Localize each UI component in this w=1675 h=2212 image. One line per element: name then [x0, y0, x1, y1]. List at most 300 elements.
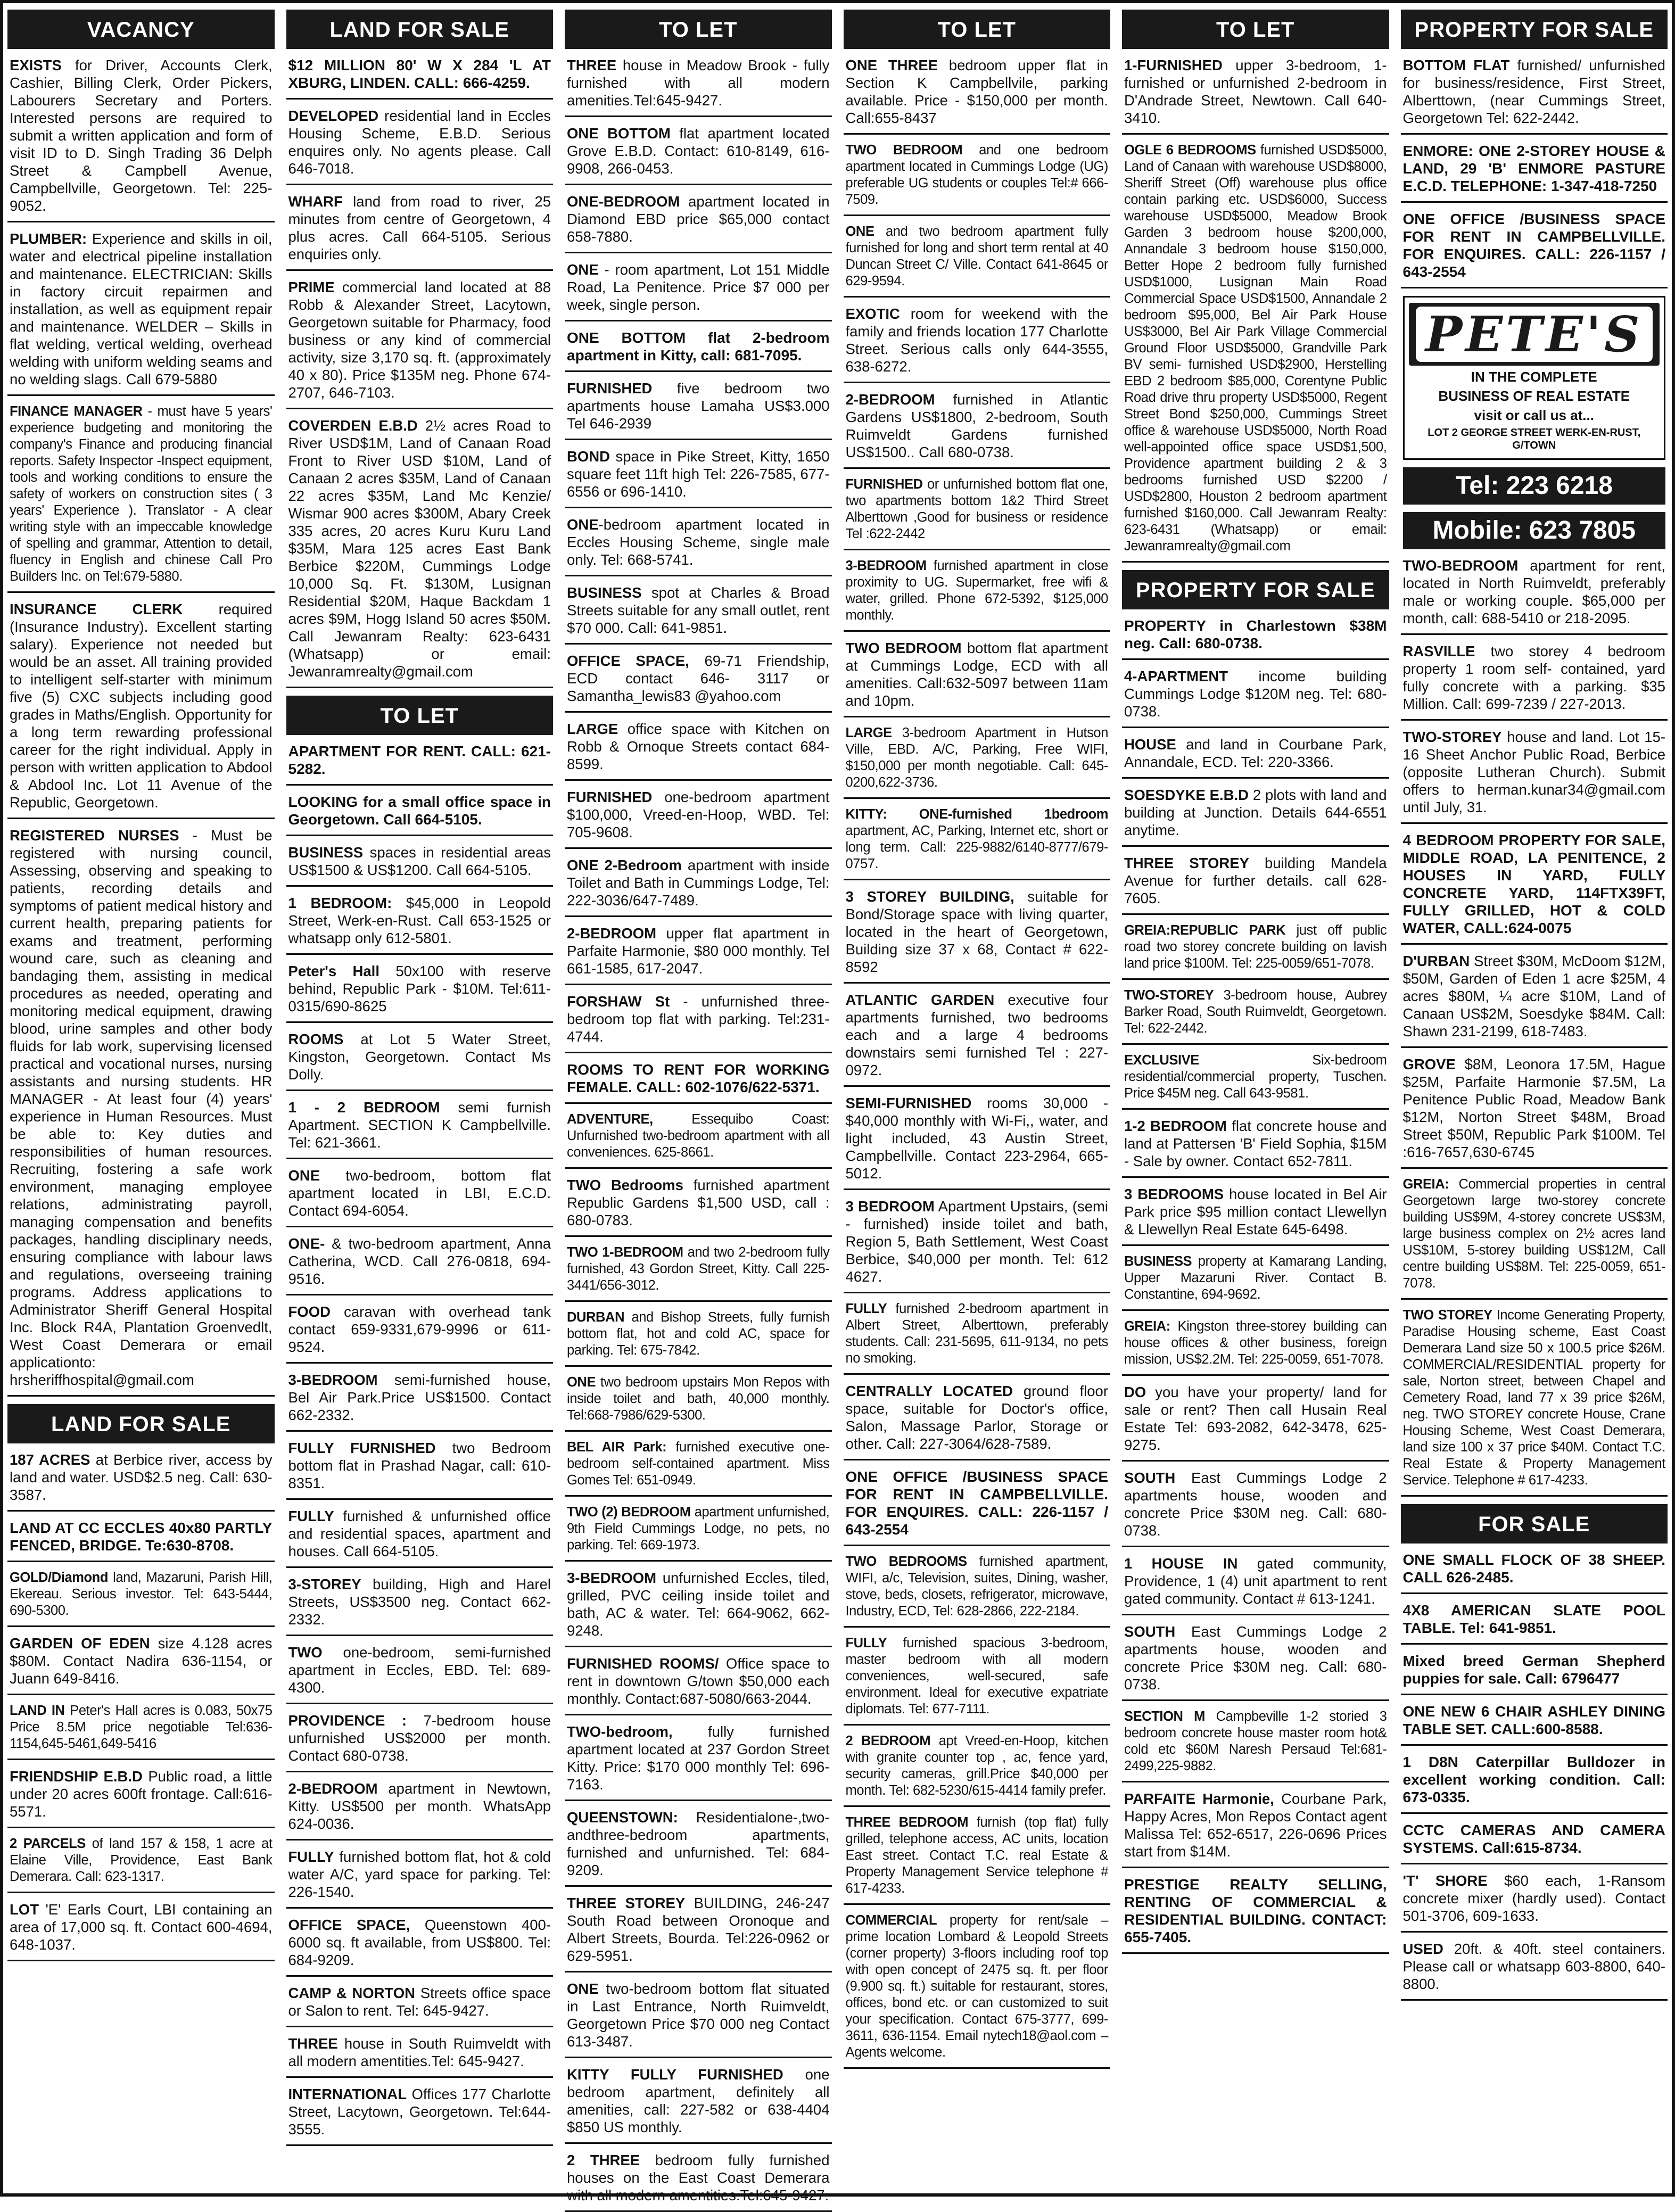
ad-headline: Mixed breed German Shepherd puppies for sale. Call: 6796477: [1402, 1653, 1665, 1687]
ad-body: East Cummings Lodge 2 apartments house, wooden and concrete Price $30M neg. Call: 680-0738.: [1124, 1470, 1387, 1539]
ad-body: spaces in residential areas US$1500 & US$1200. Call 664-5105.: [288, 844, 551, 878]
ad-headline: PRESTIGE REALTY SELLING, RENTING OF COMMERCIAL & RESIDENTIAL BUILDING. CONTACT: 655-7405.: [1124, 1876, 1387, 1945]
ad-headline: DEVELOPED: [288, 108, 379, 124]
ad-headline: TWO Bedrooms: [567, 1177, 683, 1193]
ad-headline: FURNISHED: [845, 477, 923, 492]
classified-ad: [844, 888, 1111, 984]
ad-body: 2½ acres Road to River USD$1M, Land of Canaan Road Front to River USD $10M, Land of Canaan 2 acres $35M, Land of Canaan 22 acres $35M, Land Mc Kenzie/ Wismar 900 acres $300M, Abary Creek 335 acres, 20 acres Kuru Kuru Land $35M, Mara 125 acres East Bank Berbice $220M, Cummings Lodge 10,000 Sq. Ft. $130M, Lusignan Residential $20M, Haque Backdam 1 acres $9M, Hogg Island 50 acres $50M. Call Jewanram Realty: 623-6431 (Whatsapp) or email: Jewanramrealty@gmail.com: [288, 417, 551, 680]
ad-body: - must have 5 years' experience budgeting and monitoring the company's Finance and producing financial reports. Safety Inspector -Inspect equipment, tools and working conditions to ensure the safety of workers on construction sites ( 3 years' Experience ). Translator - A clear writing style with an impeccable knowledge of spelling and grammar, Attention to detail, fluency in English and chinese Call Pro Builders Inc. on Tel:679-5880.: [10, 404, 273, 584]
ad-body: property at Kamarang Landing, Upper Mazaruni River. Contact B. Constantine, 694-9692.: [1124, 1254, 1387, 1302]
ad-headline: 'T' SHORE: [1402, 1872, 1488, 1889]
classified-ad: [286, 107, 554, 185]
ad-headline: REGISTERED NURSES: [10, 827, 179, 844]
ad-body: -bedroom apartment located in Eccles Housing Scheme, single male only. Tel: 668-5741.: [567, 516, 830, 568]
ad-body: space in Pike Street, Kitty, 1650 square feet 11ft high Tel: 226-7585, 677-6556 or 696-1410.: [567, 448, 830, 500]
advert-phone-tel: Tel: 223 6218: [1403, 467, 1666, 505]
section-heading: TO LET: [1122, 10, 1389, 49]
ad-headline: 3-BEDROOM: [845, 558, 927, 573]
section-heading: LAND FOR SALE: [286, 10, 554, 49]
ad-headline: TWO BEDROOMS: [845, 1554, 967, 1569]
advert-phone-mobile: Mobile: 623 7805: [1403, 512, 1666, 549]
ad-body: Campbeville 1-2 storied 3 bedroom concrete house master room hot& cold etc $60M Naresh Persaud Tel:681-2499,225-9882.: [1124, 1709, 1387, 1773]
classified-ad: [286, 894, 554, 955]
ad-body: size 4.128 acres $80M. Contact Nadira 636-1154, or Juann 649-8416.: [10, 1635, 273, 1687]
classified-ad: [844, 725, 1111, 799]
ad-headline: QUEENSTOWN:: [567, 1809, 678, 1826]
ad-headline: ONE-: [288, 1235, 325, 1252]
ad-body: gated community, Providence, 1 (4) unit apartment to rent gated community. Contact # 613-1241.: [1124, 1555, 1387, 1607]
ad-body: bottom flat apartment at Cummings Lodge, ECD with all amenities. Call:632-5097 between 11am and 10pm.: [845, 640, 1108, 709]
ad-body: apartment in Newtown, Kitty. US$500 per month. WhatsApp 624-0036.: [288, 1780, 551, 1832]
section-heading: TO LET: [565, 10, 832, 49]
ad-body: 3-bedroom house, Aubrey Barker Road, South Ruimveldt, Georgetown. Tel: 622-2442.: [1124, 988, 1387, 1036]
ad-headline: LAND IN: [10, 1703, 65, 1718]
ad-headline: 1 D8N Caterpillar Bulldozer in excellent working condition. Call: 673-0335.: [1402, 1754, 1665, 1805]
ad-body: two bedroom upstairs Mon Repos with inside toilet and bath, 40,000 monthly. Tel:668-7986/629-5300.: [567, 1375, 830, 1423]
ad-headline: OFFICE SPACE,: [288, 1917, 410, 1933]
ad-headline: 187 ACRES: [10, 1451, 90, 1468]
classified-ad: [565, 925, 832, 985]
ad-body: you have your property/ land for sale or rent? Then call Husain Real Estate Tel: 693-2082, 642-3478, 625-9275.: [1124, 1384, 1387, 1453]
classified-ad: [565, 1723, 832, 1801]
classified-ad: [565, 1809, 832, 1887]
ad-headline: 2-BEDROOM: [567, 925, 657, 942]
classified-ad: [286, 1303, 554, 1364]
ad-body: land, Mazaruni, Parish Hill, Ekereau. Serious investor. Tel: 643-5444, 690-5300.: [10, 1570, 273, 1618]
ad-headline: USED: [1402, 1941, 1443, 1957]
ad-body: apartment with inside Toilet and Bath in Cummings Lodge, Tel: 222-3036/647-7489.: [567, 857, 830, 909]
classified-ad: [286, 193, 554, 271]
classified-ad: [286, 1780, 554, 1840]
classified-ad: [844, 1382, 1111, 1460]
ad-headline: FORSHAW St: [567, 993, 670, 1010]
ad-headline: 3-STOREY: [288, 1576, 361, 1592]
ad-headline: 3 BEDROOMS: [1124, 1186, 1224, 1202]
classified-ad: [1401, 1821, 1668, 1864]
classified-ad: [565, 56, 832, 117]
ad-headline: SOUTH: [1124, 1623, 1176, 1640]
ad-body: and one bedroom apartment located in Cummings Lodge (UG) preferable UG students or couples Tel:# 666-7509.: [845, 143, 1108, 207]
ad-headline: ONE THREE: [845, 57, 938, 73]
ad-headline: TWO BEDROOM: [845, 143, 963, 158]
classified-ad: [565, 1374, 832, 1432]
ad-headline: GARDEN OF EDEN: [10, 1635, 150, 1652]
classified-ad: [1122, 736, 1389, 779]
ad-headline: TWO STOREY: [1402, 1308, 1492, 1323]
ad-body: 20ft. & 40ft. steel containers. Please call or whatsapp 603-8800, 640-8800.: [1402, 1941, 1665, 1992]
ad-body: apartment unfurnished, 9th Field Cummings Lodge, no pets, no parking. Tel: 669-1973.: [567, 1505, 830, 1553]
ad-headline: HOUSE: [1124, 736, 1176, 753]
ad-headline: ONE-BEDROOM: [567, 193, 680, 210]
ad-body: - room apartment, Lot 151 Middle Road, La Penitence. Price $7 000 per week, single person.: [567, 261, 830, 313]
ad-headline: ONE BOTTOM: [567, 125, 671, 142]
classified-ad: [1401, 1703, 1668, 1746]
classified-ad: [7, 827, 275, 1397]
classified-ad: [1401, 642, 1668, 721]
ad-body: Peter's Hall acres is 0.083, 50x75 Price 8.5M price negotiable Tel:636-1154,645-5461,649-5416: [10, 1703, 273, 1751]
ad-body: executive four apartments furnished, two bedrooms each and a large 4 bedrooms downstairs semi furnished Tel : 227-0972.: [845, 992, 1108, 1078]
classified-ad: [565, 856, 832, 917]
classified-ad: [1122, 617, 1389, 660]
ad-body: upper 3-bedroom, 1-furnished or unfurnished 2-bedroom in D'Andrade Street, Newtown. Call 640-3410.: [1124, 57, 1387, 126]
ad-headline: 4X8 AMERICAN SLATE POOL TABLE. Tel: 641-9851.: [1402, 1602, 1665, 1636]
classified-ad: [565, 1309, 832, 1367]
ad-body: furnish (top flat) fully grilled, telephone access, AC units, location East street. Contact T.C. real Estate & Property Management Service telephone # 617-4233.: [845, 1815, 1108, 1896]
ad-body: one-bedroom apartment $100,000, Vreed-en-Hoop, WBD. Tel: 705-9608.: [567, 789, 830, 840]
section-heading: PROPERTY FOR SALE: [1122, 570, 1389, 609]
section-heading: TO LET: [844, 10, 1111, 49]
classified-ad: [1401, 142, 1668, 203]
ad-headline: INSURANCE CLERK: [10, 601, 183, 617]
ad-body: furnished USD$5000, Land of Canaan with warehouse USD$8000, Sheriff Street (Off) warehouse plus office contain parking etc. USD$6000, Success warehouse USD$5000, Meadow Brook Garden 3 bedroom house $200,000, Annandale 3 bedroom house $150,000, Better Hope 2 bedroom fully furnished USD$1000, Lusignan Main Road Commercial Space USD$1500, Annandale 2 bedroom $95,000, Bel Air Park House US$3000, Bel Air Park Village Commercial Ground Floor USD$5000, Grandville Park BV semi- furnished USD$2900, Herstelling EBD 2 bedroom $85,000, Corentyne Public Road drive thru property USD$5000, Regent Street Bond $250,000, Cummings Street office & warehouse USD$5000, North Road well-appointed office space USD$1,500, Providence apartment building 2 & 3 bedrooms furnished USD $2200 / USD$2800, Houston 2 bedroom apartment furnished $160,000. Call Jewanram Realty: 623-6431 (Whatsapp) or email: Jewanramrealty@gmail.com: [1124, 143, 1387, 554]
classified-ad: [844, 1468, 1111, 1546]
ad-body: house located in Bel Air Park price $95 million contact Llewellyn & Llewellyn Real Estate 645-6498.: [1124, 1186, 1387, 1237]
section-heading: VACANCY: [7, 10, 275, 49]
ad-body: one-bedroom, semi-furnished apartment in Eccles, EBD. Tel: 689-4300.: [288, 1644, 551, 1696]
classified-ad: [565, 448, 832, 508]
ad-body: and two bedroom apartment fully furnished for long and short term rental at 40 Duncan Street C/ Ville. Contact 641-8645 or 629-9594.: [845, 224, 1108, 288]
ad-headline: WHARF: [288, 193, 343, 210]
ad-headline: 4 BEDROOM PROPERTY FOR SALE, MIDDLE ROAD, LA PENITENCE, 2 HOUSES IN YARD, FULLY CONCRETE YARD, 114FTX39FT, FULLY GRILLED, HOT & COLD WATER, CALL:624-0075: [1402, 832, 1665, 936]
ad-headline: SECTION M: [1124, 1709, 1205, 1724]
classified-ad: [844, 639, 1111, 717]
classified-ad: [565, 329, 832, 372]
ad-body: ground floor space, suitable for Doctor's office, Salon, Massage Parlor, Storage or other. Call: 227-3064/628-7589.: [845, 1383, 1108, 1452]
classified-ad: [1122, 1555, 1389, 1615]
ad-headline: 2-BEDROOM: [845, 391, 935, 408]
classified-ad: [565, 261, 832, 321]
section-heading: LAND FOR SALE: [7, 1404, 275, 1443]
ad-headline: GREIA:REPUBLIC PARK: [1124, 923, 1286, 938]
ad-body: furnished spacious 3-bedroom, master bedroom with all modern conveniences, well-secured, safe environment. Ideal for executive expatriate diplomats. Tel: 677-7111.: [845, 1636, 1108, 1716]
ad-body: Kingston three-storey building can house offices & other business, foreign mission, US$2.2M. Tel: 225-0059, 651-7078.: [1124, 1319, 1387, 1367]
classified-ad: [7, 1901, 275, 1961]
ad-body: furnished executive one-bedroom self-contained apartment. Miss Gomes Tel: 651-0949.: [567, 1440, 830, 1488]
classified-ad: [1122, 1790, 1389, 1868]
ad-body: Apartment Upstairs, (semi - furnished) inside toilet and bath, Region 5, Bath Settlement, West Coast Berbice, $40,000 per month. Tel: 612 4627.: [845, 1198, 1109, 1285]
ad-body: furnished & unfurnished office and residential spaces, apartment and houses. Call 664-5105.: [288, 1508, 551, 1559]
classified-ad: [286, 1099, 554, 1159]
ad-body: apt Vreed-en-Hoop, kitchen with granite counter top , ac, fence yard, security cameras, grill.Price $40,000 per month. Tel: 682-5230/615-4414 family prefer.: [845, 1734, 1108, 1798]
classified-ad: [565, 193, 832, 253]
classified-ad: [286, 1848, 554, 1909]
classified-ad: [1122, 1383, 1389, 1462]
classified-ad: [565, 788, 832, 849]
ad-headline: 3-BEDROOM: [567, 1570, 657, 1586]
ad-headline: 2-BEDROOM: [288, 1780, 378, 1797]
ad-body: one bedroom apartment, definitely all amenities, call: 227-582 or 638-4404 $850 US monthly.: [567, 2066, 830, 2135]
classified-ad: [286, 56, 554, 100]
classified-ad: [286, 417, 554, 688]
classified-ad: [1122, 56, 1389, 135]
ad-headline: RASVILLE: [1402, 643, 1475, 659]
ad-body: building, High and Harel Streets, US$3500 neg. Contact 662-2332.: [288, 1576, 551, 1628]
classified-ad: [286, 2085, 554, 2146]
ad-body: suitable for Bond/Storage space with living quarter, located in the heart of Georgetown, Building size 37 x 68, Contact # 622-8592: [845, 888, 1108, 975]
advert-text-line: BUSINESS OF REAL ESTATE: [1438, 388, 1630, 404]
ad-body: furnished apartment in close proximity to UG. Supermarket, free wifi & water, grilled. Phone 672-5392, $125,000 monthly.: [845, 558, 1108, 623]
classified-ad: [565, 1061, 832, 1104]
ad-body: upper flat apartment in Parfaite Harmonie, $80 000 monthly. Tel 661-1585, 617-2047.: [567, 925, 830, 977]
ad-body: office space with Kitchen on Robb & Ornoque Streets contact 684-8599.: [567, 721, 830, 772]
ad-headline: BUSINESS: [1124, 1254, 1192, 1269]
classified-ad: [1122, 1623, 1389, 1701]
classified-ad: [1401, 1940, 1668, 2001]
ad-body: and two 2-bedroom fully furnished, 43 Gordon Street, Kitty. Call 225- 3441/656-3012.: [567, 1245, 830, 1293]
ad-headline: GREIA:: [1124, 1319, 1170, 1334]
classified-ad: [1401, 1307, 1668, 1497]
ad-headline: TWO-BEDROOM: [1402, 557, 1519, 574]
classified-ad: [7, 230, 275, 396]
ad-headline: BUSINESS: [567, 584, 642, 601]
ad-body: building Mandela Avenue for further details. call 628-7605.: [1124, 855, 1387, 906]
company-logo-text: PETE'S: [1416, 307, 1653, 362]
ad-body: flat apartment located Grove E.B.D. Contact: 610-8149, 616-9908, 266-0453.: [567, 125, 830, 177]
classified-ad: [1122, 1052, 1389, 1110]
ad-headline: 3-BEDROOM: [288, 1372, 378, 1388]
ad-body: land from road to river, 25 minutes from centre of Georgetown, 4 plus acres. Call 664-5105. Serious enquiries only.: [288, 193, 551, 262]
ad-headline: OFFICE SPACE,: [567, 653, 689, 669]
ad-body: unfurnished Eccles, tiled, grilled, PVC ceiling inside toilet and bath, AC & water. Tel: 664-9062, 662-9248.: [567, 1570, 830, 1639]
ad-headline: PROPERTY in Charlestown $38M neg. Call: 680-0738.: [1124, 617, 1387, 651]
ad-body: - unfurnished three-bedroom top flat with parking. Tel:231-4744.: [567, 993, 830, 1045]
ad-body: house and land. Lot 15-16 Sheet Anchor Public Road, Berbice (opposite Lutheran Church). Submit offers to herman.kunar34@gmail.com until July, 31.: [1402, 729, 1665, 815]
ad-headline: APARTMENT FOR RENT. CALL: 621-5282.: [288, 743, 551, 777]
ad-headline: LOOKING for a small office space in Georgetown. Call 664-5105.: [288, 794, 551, 828]
ad-body: Residentialone-,two-andthree-bedroom apartments, furnished and unfurnished. Tel: 684-9209.: [567, 1809, 830, 1878]
ad-headline: 1 - 2 BEDROOM: [288, 1099, 440, 1116]
classified-ad: [1122, 1318, 1389, 1376]
ad-body: house in Meadow Brook - fully furnished with all modern amenities.Tel:645-9427.: [567, 57, 830, 109]
classified-ad: [844, 1301, 1111, 1375]
ad-body: Streets office space or Salon to rent. Tel: 645-9427.: [288, 1985, 551, 2019]
ad-body: required (Insurance Industry). Excellent starting salary). Experience not needed but would be an asset. All training provided to intelligent self-starter with minimum five (5) CXC subjects including good grades in Maths/English. Opportunity for a long term rewarding professional career for the right individual. Apply in person with written application to Abdool & Abdool Inc. Lot 11 Avenue of the Republic, Georgetown.: [10, 601, 273, 811]
classified-ad: [1122, 142, 1389, 563]
classified-column: [286, 10, 554, 2184]
ad-headline: SEMI-FURNISHED: [845, 1095, 972, 1111]
ad-headline: Peter's Hall: [288, 963, 379, 979]
classified-ad: [565, 1504, 832, 1562]
ad-headline: LOT: [10, 1901, 39, 1918]
classified-ad: [565, 125, 832, 185]
ad-headline: ONE 2-Bedroom: [567, 857, 682, 873]
classified-ad: [7, 1768, 275, 1828]
ad-body: rooms 30,000 - $40,000 monthly with Wi-Fi,, water, and light included, 43 Austin Street, Campbellville. Contact 223-2964, 665-5012.: [845, 1095, 1108, 1182]
ad-headline: ONE OFFICE /BUSINESS SPACE FOR RENT IN CAMPBELLVILLE. FOR ENQUIRES. CALL: 226-1157 / 643-2554: [845, 1468, 1108, 1538]
classified-ad: [286, 278, 554, 409]
classified-ad: [844, 1554, 1111, 1628]
ad-body: commercial land located at 88 Robb & Alexander Street, Lacytown, Georgetown suitable for Pharmacy, food business or any kind of commercial activity, size 3,170 sq. ft. (approximately 40 x 80). Price $135M neg. Phone 674-2707, 646-7103.: [288, 279, 551, 401]
ad-body: at Lot 5 Water Street, Kingston, Georgetown. Contact Ms Dolly.: [288, 1031, 551, 1083]
classified-ad: [1122, 1708, 1389, 1782]
ad-body: East Cummings Lodge 2 apartments house, wooden and concrete Price $30M neg. Call: 680-0738.: [1124, 1623, 1387, 1693]
classified-ad: [1122, 1185, 1389, 1246]
classified-ad: [286, 742, 554, 786]
classified-ad: [565, 516, 832, 576]
classified-ad: [286, 844, 554, 887]
classified-ad: [565, 1244, 832, 1302]
ad-body: bedroom fully furnished houses on the East Coast Demerara with all modern amentities.Tel:645-9427.: [567, 2152, 830, 2203]
ad-headline: PLUMBER:: [10, 230, 87, 247]
classified-ad: [286, 1916, 554, 1977]
ad-headline: ADVENTURE,: [567, 1112, 653, 1127]
ad-headline: FINANCE MANAGER: [10, 404, 143, 419]
ad-body: furnished apartment, WIFI, a/c, Television, suites, Dining, washer, stove, beds, closets, refrigerator, microwave, Industry, ECD, Tel: 628-2866, 222-2184.: [845, 1554, 1108, 1619]
classified-ad: [286, 1371, 554, 1432]
ad-body: flat concrete house and land at Pattersen 'B' Field Sophia, $15M - Sale by owner. Contact 652-7811.: [1124, 1118, 1387, 1169]
classified-ad: [1401, 1551, 1668, 1594]
ad-headline: BUSINESS: [288, 844, 364, 861]
ad-headline: 3 STOREY BUILDING,: [845, 888, 1014, 905]
ad-body: Six-bedroom residential/commercial property, Tuschen. Price $45M neg. Call 643-9581.: [1124, 1053, 1387, 1101]
ad-headline: TWO 1-BEDROOM: [567, 1245, 683, 1260]
classified-ad: [1122, 786, 1389, 847]
ad-body: of land 157 & 158, 1 acre at Elaine Ville, Providence, East Bank Demerara. Call: 623-1317.: [10, 1836, 273, 1884]
ad-body: & two-bedroom apartment, Anna Catherina, WCD. Call 276-0818, 694-9516.: [288, 1235, 551, 1287]
classified-ad: [844, 56, 1111, 135]
ad-headline: GREIA:: [1402, 1177, 1449, 1192]
ad-body: 2 plots with land and building at Junction. Details 644-6551 anytime.: [1124, 787, 1387, 838]
ad-body: Queenstown 400-6000 sq. ft available, from US$800. Tel: 684-9209.: [288, 1917, 551, 1968]
ad-body: residential land in Eccles Housing Scheme, E.B.D. Serious enquires only. No agents please. Call 646-7018.: [288, 108, 551, 177]
ad-headline: TWO-STOREY: [1402, 729, 1502, 745]
ad-headline: ONE: [288, 1167, 320, 1184]
classified-ad: [565, 1655, 832, 1715]
classified-ad: [565, 1176, 832, 1237]
ad-body: Offices 177 Charlotte Street, Lacytown, Georgetown. Tel:644-3555.: [288, 2086, 551, 2137]
classified-ad: [844, 391, 1111, 469]
classified-ad: [565, 2151, 832, 2212]
ad-body: Income Generating Property, Paradise Housing scheme, East Coast Demerara Land size 50 x 100.5 price $26M. COMMERCIAL/RESIDENTIAL property for sale, Norton street, between Chapel and Cemetery Road, land 77 x 39 price $26M, neg. TWO STOREY concrete House, Crane Housing Scheme, West Coast Demerara, land size 100 x 37 price $40M. Contact T.C. Real Estate & Property Management Service. Telephone # 617-4233.: [1402, 1308, 1665, 1488]
ad-headline: FULLY: [288, 1508, 334, 1524]
ad-body: fully furnished apartment located at 237 Gordon Street Kitty. Price: $170 000 monthly Tel: 696-7163.: [567, 1723, 830, 1793]
ad-body: 69-71 Friendship, ECD contact 646- 3117 or Samantha_lewis83 @yahoo.com: [567, 653, 830, 704]
ad-headline: ONE: [567, 1980, 599, 1997]
ad-body: and land in Courbane Park, Annandale, ECD. Tel: 220-3366.: [1124, 736, 1387, 770]
ad-headline: 1 HOUSE IN: [1124, 1555, 1238, 1572]
ad-headline: 2 THREE: [567, 2152, 640, 2168]
ad-headline: PARFAITE Harmonie,: [1124, 1790, 1274, 1807]
ad-body: Commercial properties in central Georgetown large two-storey concrete building US$9M, 4-storey concrete US$3M, large business complex on 2½ acres land US$10M, 5-storey building US$12M, Call centre building US$8M. Tel: 225-0059, 651-7078.: [1402, 1177, 1665, 1291]
ad-headline: KITTY FULLY FURNISHED: [567, 2066, 783, 2083]
ad-headline: ONE NEW 6 CHAIR ASHLEY DINING TABLE SET. CALL:600-8588.: [1402, 1703, 1665, 1737]
ad-headline: 1-FURNISHED: [1124, 57, 1223, 73]
classified-ad: [565, 652, 832, 713]
ad-body: caravan with overhead tank contact 659-9331,679-9996 or 611-9524.: [288, 1303, 551, 1355]
ad-body: or unfurnished bottom flat one, two apartments bottom 1&2 Third Street Alberttown ,Good for business or residence Tel :622-2442: [845, 477, 1108, 541]
classified-ad: [286, 1644, 554, 1704]
ad-body: semi-furnished house, Bel Air Park.Price US$1500. Contact 662-2332.: [288, 1372, 551, 1423]
ad-body: semi furnish Apartment. SECTION K Campbellville. Tel: 621-3661.: [288, 1099, 551, 1151]
ad-headline: PRIME: [288, 279, 335, 295]
ad-body: 'E' Earls Court, LBI containing an area of 17,000 sq. ft. Contact 600-4694, 648-1037.: [10, 1901, 273, 1953]
ad-body: furnished/ unfurnished for business/residence, First Street, Alberttown, (near Cummings Street, Georgetown Tel: 622-2442.: [1402, 57, 1665, 126]
ad-headline: 3 BEDROOM: [845, 1198, 935, 1215]
ad-headline: FURNISHED: [567, 789, 653, 805]
classified-ad: [1401, 952, 1668, 1048]
ad-headline: GOLD/Diamond: [10, 1570, 109, 1585]
classified-ad: [1122, 987, 1389, 1045]
classified-ad: [844, 1094, 1111, 1190]
classified-ad: [7, 1703, 275, 1760]
classified-ad: [7, 403, 275, 593]
classified-ad: [844, 991, 1111, 1087]
classified-ad: [565, 584, 832, 645]
ad-headline: ONE: [567, 1375, 596, 1390]
classified-ad: [7, 1635, 275, 1695]
ad-headline: ROOMS TO RENT FOR WORKING FEMALE. CALL: 602-1076/622-5371.: [567, 1061, 830, 1095]
classified-ad: [7, 600, 275, 819]
classified-ad: [1401, 1602, 1668, 1645]
ad-body: two-bedroom bottom flat situated in Last Entrance, North Ruimveldt, Georgetown Price $70 000 neg Contact 613-3487.: [567, 1980, 830, 2050]
ad-headline: ONE: [845, 224, 874, 239]
ad-headline: ONE: [567, 261, 599, 278]
classified-ad: [844, 558, 1111, 632]
ad-body: just off public road two storey concrete building on lavish land price $100M. Tel: 225-0059/651-7078.: [1124, 923, 1387, 971]
ad-body: furnished in Atlantic Gardens US$1800, 2-bedroom, South Ruimveldt Gardens furnished US$1500.. Call 680-0738.: [845, 391, 1108, 460]
ad-body: and Bishop Streets, fully furnish bottom flat, hot and cold AC, space for parking. Tel: 675-7842.: [567, 1310, 830, 1358]
ad-headline: FULLY FURNISHED: [288, 1440, 436, 1456]
ad-body: Office space to rent in downtown G/town $50,000 each monthly. Contact:687-5080/663-2044.: [567, 1655, 830, 1707]
classified-ad: [7, 1836, 275, 1893]
classified-ad: [286, 1167, 554, 1227]
ad-body: apartment located in Diamond EBD price $65,000 contact 658-7880.: [567, 193, 830, 245]
ad-body: five bedroom two apartments house Lamaha US$3.000 Tel 646-2939: [567, 380, 830, 432]
classified-ad: [286, 1984, 554, 2027]
section-heading: PROPERTY FOR SALE: [1401, 10, 1668, 49]
ad-headline: DURBAN: [567, 1310, 625, 1325]
ad-body: 3-bedroom Apartment in Hutson Ville, EBD. A/C, Parking, Free WIFI, $150,000 per month negotiable. Call: 645-0200,622-3736.: [845, 725, 1108, 790]
classified-ad: [844, 142, 1111, 216]
ad-body: for Driver, Accounts Clerk, Cashier, Billing Clerk, Order Pickers, Labourers Secretary and Porters. Interested persons are required to submit a written application and form of visit ID to D. Singh Trading 36 Delph Street & Campbell Avenue, Campbellville, Georgetown. Tel: 225-9052.: [10, 57, 273, 214]
ad-headline: EXCLUSIVE: [1124, 1053, 1199, 1068]
ad-headline: 2 PARCELS: [10, 1836, 86, 1851]
section-heading: FOR SALE: [1401, 1504, 1668, 1544]
ad-headline: $12 MILLION 80' W X 284 'L AT XBURG, LINDEN. CALL: 666-4259.: [288, 57, 551, 91]
ad-body: apartment for rent, located in North Ruimveldt, preferably male or working couple. $65,000 per month, call: 688-5410 or 218-2095.: [1402, 557, 1665, 626]
ad-body: $60 each, 1-Ransom concrete mixer (hardly used). Contact 501-3706, 609-1633.: [1402, 1872, 1665, 1924]
ad-headline: THREE BEDROOM: [845, 1815, 969, 1830]
classified-ad: [844, 1635, 1111, 1726]
ad-headline: CENTRALLY LOCATED: [845, 1383, 1013, 1399]
ad-headline: ENMORE: ONE 2-STOREY HOUSE & LAND, 29 'B' ENMORE PASTURE E.C.D. TELEPHONE: 1-347-418-7250: [1402, 143, 1665, 194]
ad-headline: FULLY: [845, 1636, 887, 1650]
ad-body: house in South Ruimveldt with all modern amentities.Tel: 645-9427.: [288, 2035, 551, 2069]
classified-ad: [286, 1030, 554, 1091]
classified-ad: [1122, 667, 1389, 728]
classified-ad: [1401, 210, 1668, 288]
ad-headline: TWO-bedroom,: [567, 1723, 673, 1740]
ad-headline: CAMP & NORTON: [288, 1985, 415, 2001]
ad-body: - Must be registered with nursing council, Assessing, observing and speaking to patients, recording details and symptoms of patient medical history and current health, preparing patients for exams and treatment, performing wound care, such as cleaning and bandaging them, assisting in medical procedures as needed, operating and monitoring medical equipment, drawing blood, urine samples and other body fluids for lab work, supervising licensed practical and vocational nurses, nursing assistants and nursing students. HR MANAGER - At least four (4) years' experience in Human Resources. Must be able to: Key duties and responsibilities of human resources. Recruiting, fostering a safe work environment, managing employee relations, administrating payroll, managing compensation and benefits packages, handling disciplinary needs, ensuring compliance with labour laws and regulations, overseeing training programs. Address applications to Administrator Sheriff General Hospital Inc. Block R4A, Plantation Groenvedlt, West Coast Demerara or email applicationto: hrsheriffhospital@gmail.com: [10, 827, 273, 1388]
ad-headline: EXOTIC: [845, 306, 900, 322]
ad-headline: BOND: [567, 448, 610, 465]
ad-headline: DO: [1124, 1384, 1146, 1400]
ad-headline: D'URBAN: [1402, 953, 1470, 969]
ad-headline: THREE STOREY: [1124, 855, 1249, 871]
classified-column: [1122, 10, 1389, 2184]
ad-headline: TWO-STOREY: [1124, 988, 1214, 1003]
ad-headline: ROOMS: [288, 1031, 344, 1047]
ad-body: two storey 4 bedroom property 1 room self- contained, yard fully concrete with a parking. $35 Million. Call: 699-7239 / 227-2013.: [1402, 643, 1665, 712]
ad-headline: 1-2 BEDROOM: [1124, 1118, 1227, 1134]
classified-ad: [844, 1814, 1111, 1905]
classified-ad: [844, 305, 1111, 383]
ad-body: $45,000 in Leopold Street, Werk-en-Rust. Call 653-1525 or whatsapp only 612-5801.: [288, 895, 551, 946]
ad-body: Experience and skills in oil, water and electrical pipeline installation and maintenance. ELECTRICIAN: Skills in factory circuit repairmen and installation, as well as equipment repair and maintenance. WELDER – Skills in flat welding, vertical welding, overhead welding with uniform welding seams and no welding slags. Call 679-5880: [10, 230, 273, 387]
classified-ad: [1122, 1253, 1389, 1311]
ad-headline: 4-APARTMENT: [1124, 668, 1228, 684]
